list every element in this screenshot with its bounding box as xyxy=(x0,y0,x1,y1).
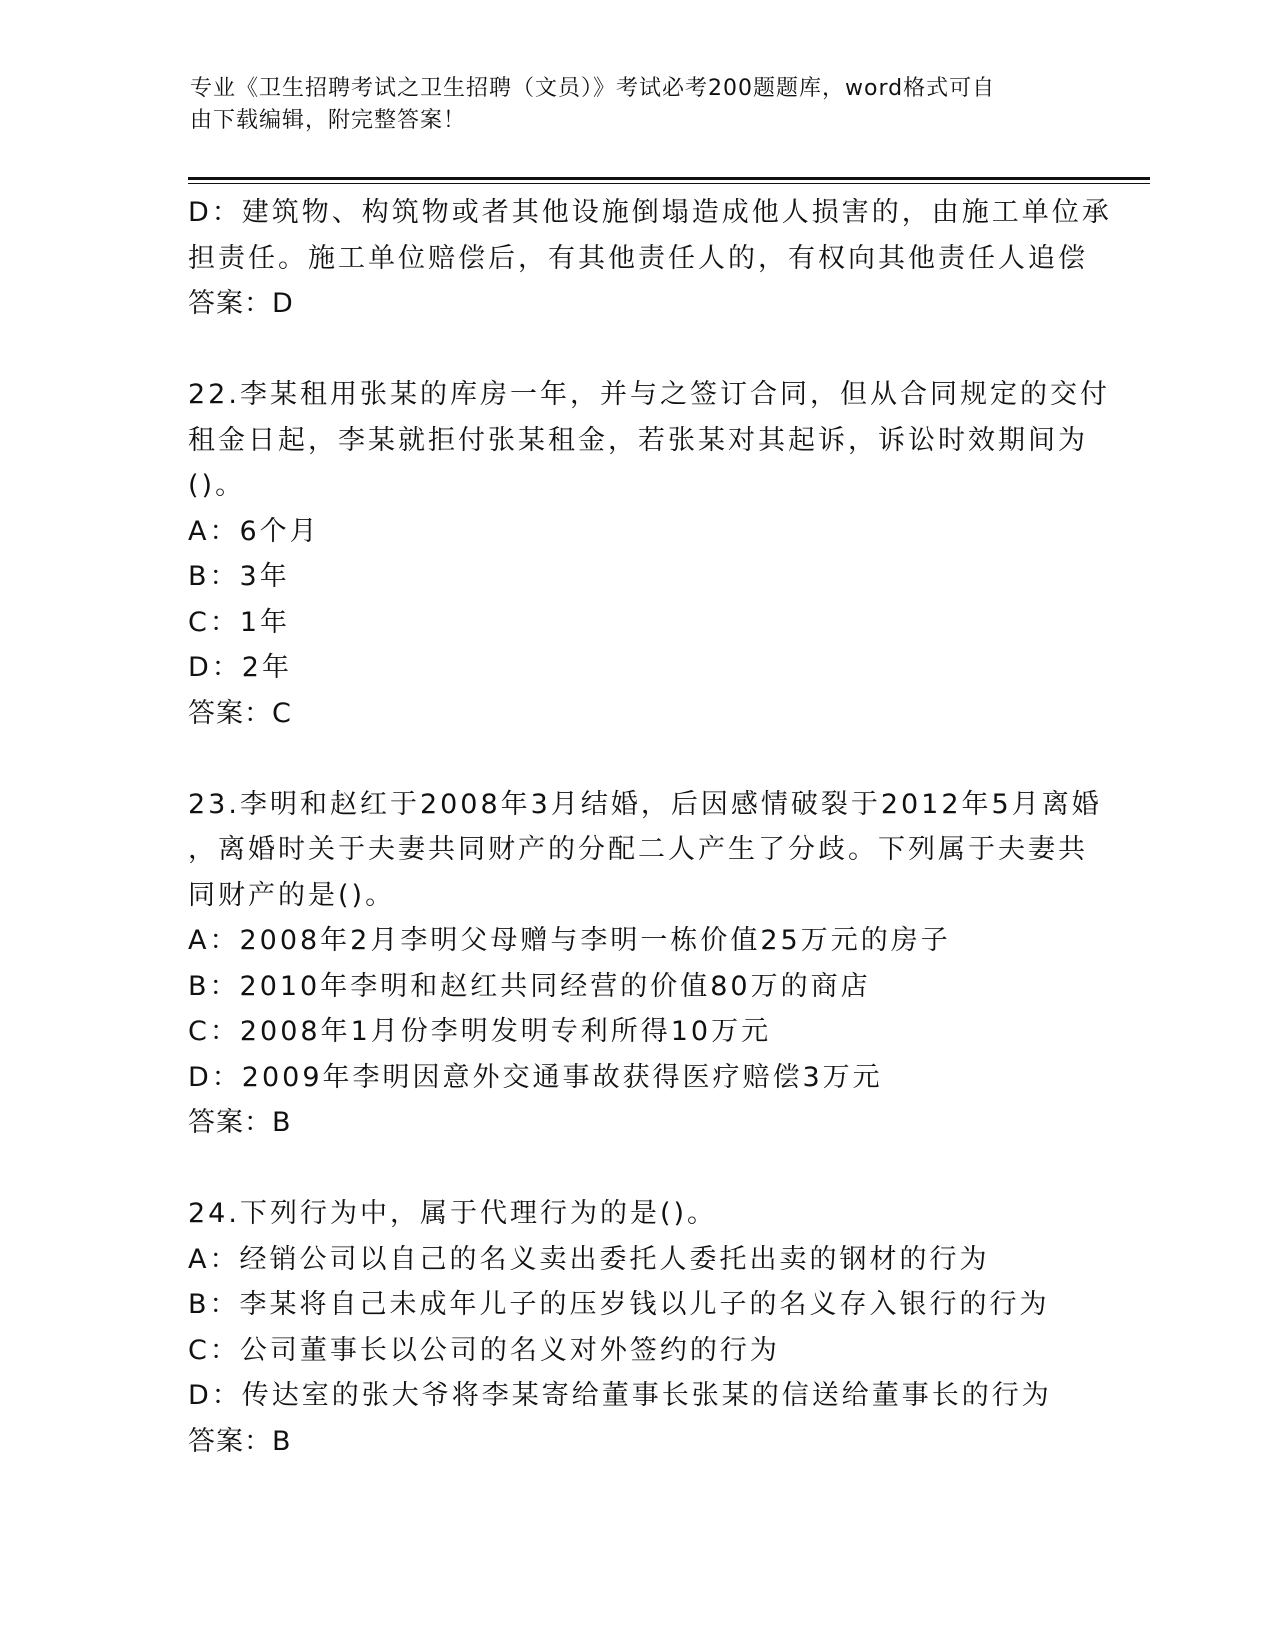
header-line-1: 专业《卫生招聘考试之卫生招聘（文员）》考试必考200题题库，word格式可自 xyxy=(190,76,996,101)
option-c: C：公司董事长以公司的名义对外签约的行为 xyxy=(188,1334,780,1366)
option-a: A：6个月 xyxy=(188,515,320,547)
option-d: D：2009年李明因意外交通事故获得医疗赔偿3万元 xyxy=(188,1061,883,1093)
question-text-line-3: 同财产的是()。 xyxy=(188,879,396,911)
question-text-line-2: 租金日起，李某就拒付张某租金，若张某对其起诉，诉讼时效期间为 xyxy=(188,424,1088,456)
answer: 答案：C xyxy=(188,697,292,729)
option-a: A：经销公司以自己的名义卖出委托人委托出卖的钢材的行为 xyxy=(188,1243,990,1275)
header-line-2: 由下载编辑，附完整答案！ xyxy=(190,108,467,133)
option-b: B：2010年李明和赵红共同经营的价值80万的商店 xyxy=(188,970,871,1002)
header-rule-thin xyxy=(188,183,1150,184)
spacer xyxy=(188,736,1088,782)
question-text-line-1: 22.李某租用张某的库房一年，并与之签订合同，但从合同规定的交付 xyxy=(188,379,1110,410)
spacer xyxy=(188,327,1088,373)
document-header xyxy=(190,73,1090,137)
question-22 xyxy=(188,372,1110,736)
question-23 xyxy=(188,782,1102,1146)
spacer xyxy=(188,1146,1088,1192)
option-b: B：3年 xyxy=(188,561,290,592)
option-c: C：2008年1月份李明发明专利所得10万元 xyxy=(188,1016,772,1047)
option-a: A：2008年2月李明父母赠与李明一栋价值25万元的房子 xyxy=(188,925,951,956)
option-c: C：1年 xyxy=(188,606,291,638)
option-b: B：李某将自己未成年儿子的压岁钱以儿子的名义存入银行的行为 xyxy=(188,1289,1050,1320)
option-d: D：2年 xyxy=(188,652,292,683)
question-text-line-3: ()。 xyxy=(188,470,246,501)
option-d: D：传达室的张大爷将李某寄给董事长张某的信送给董事长的行为 xyxy=(188,1380,1052,1411)
option-d-line-1: D：建筑物、构筑物或者其他设施倒塌造成他人损害的，由施工单位承 xyxy=(188,197,1112,228)
question-text-line-1: 23.李明和赵红于2008年3月结婚，后因感情破裂于2012年5月离婚 xyxy=(188,788,1102,820)
header-rule-thick xyxy=(188,177,1150,180)
option-d-line-2: 担责任。施工单位赔偿后，有其他责任人的，有权向其他责任人追偿 xyxy=(188,242,1088,274)
question-text-line-1: 24.下列行为中，属于代理行为的是()。 xyxy=(188,1198,718,1229)
question-21-tail xyxy=(188,190,1112,327)
question-text-line-2: ，离婚时关于夫妻共同财产的分配二人产生了分歧。下列属于夫妻共 xyxy=(188,834,1088,865)
answer: 答案：D xyxy=(188,288,294,319)
question-24 xyxy=(188,1191,1088,1464)
answer: 答案：B xyxy=(188,1107,292,1138)
answer: 答案：B xyxy=(188,1425,292,1457)
document-body xyxy=(188,190,1112,1464)
